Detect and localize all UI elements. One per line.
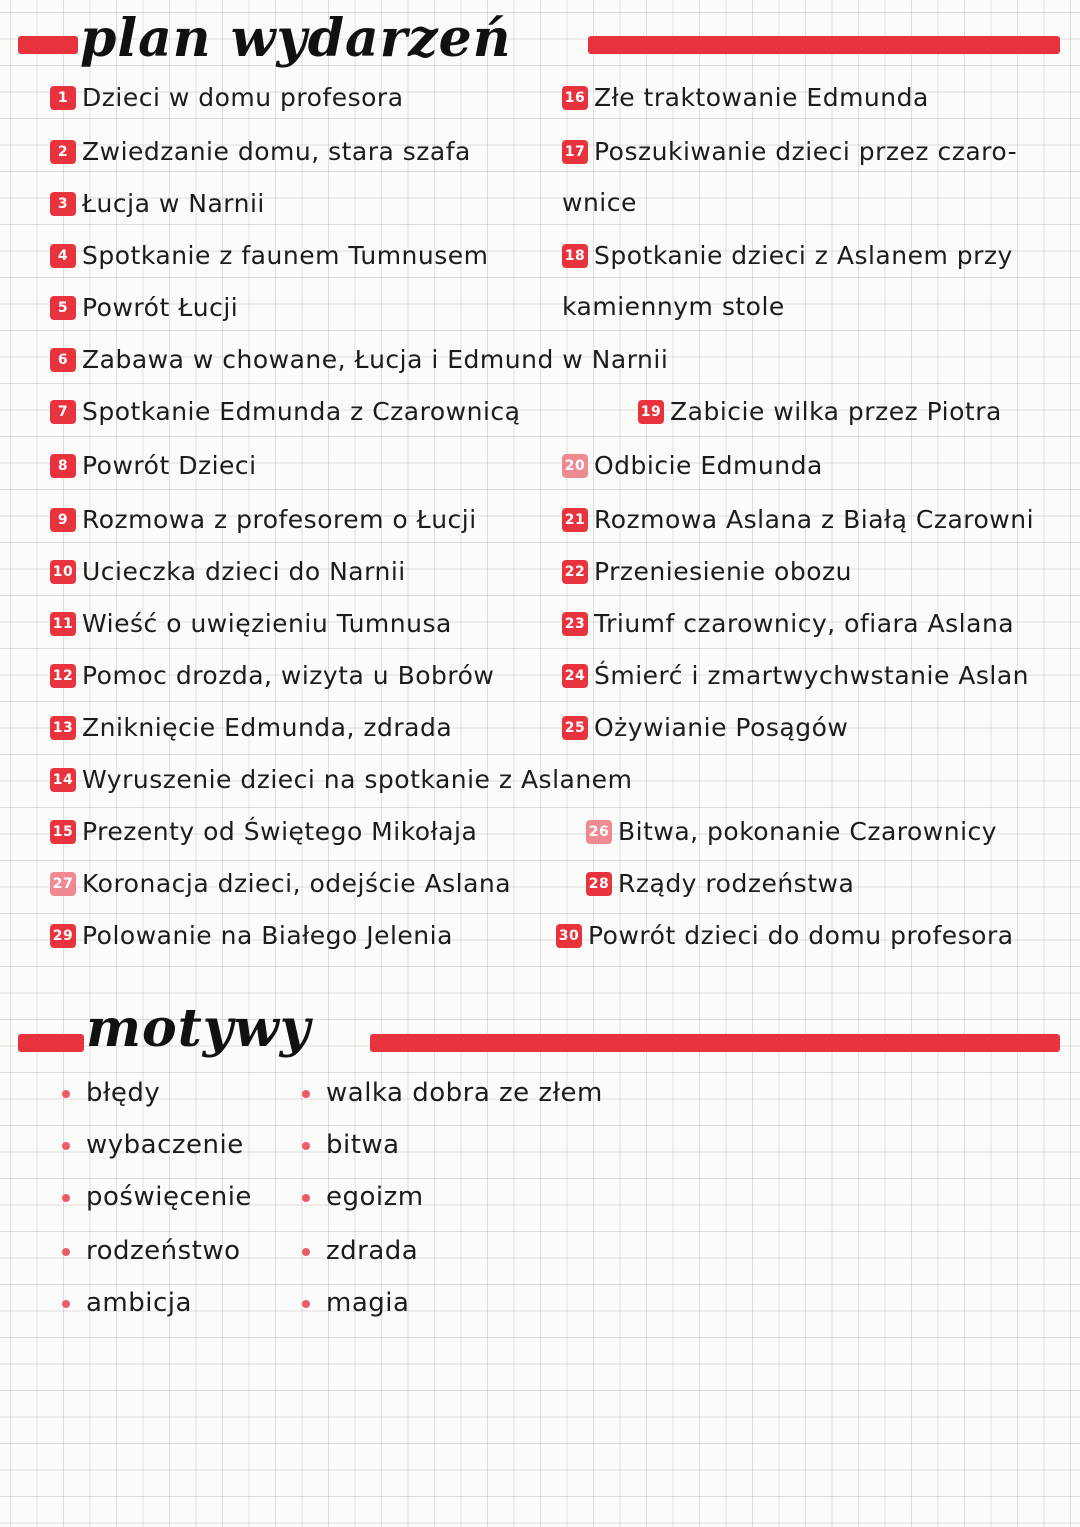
motywy-title: motywy xyxy=(86,998,311,1059)
event-text: Polowanie na Białego Jelenia xyxy=(82,921,453,950)
event-number: 2 xyxy=(50,140,76,164)
bullet-icon xyxy=(302,1142,310,1150)
event-number: 17 xyxy=(562,140,588,164)
event-item xyxy=(562,240,1013,271)
event-item xyxy=(50,816,477,847)
event-text: Odbicie Edmunda xyxy=(594,451,823,480)
event-text: Przeniesienie obozu xyxy=(594,557,852,586)
event-number: 11 xyxy=(50,612,76,636)
event-text: Łucja w Narnii xyxy=(82,189,265,218)
event-number: 23 xyxy=(562,612,588,636)
event-item xyxy=(586,816,997,847)
event-item xyxy=(586,868,854,899)
motif-text: magia xyxy=(326,1288,410,1318)
event-item xyxy=(50,450,257,481)
motywy-underline-left xyxy=(18,1034,84,1052)
event-number: 7 xyxy=(50,400,76,424)
event-number: 16 xyxy=(562,86,588,110)
motif-text: rodzeństwo xyxy=(86,1236,241,1266)
event-number: 9 xyxy=(50,508,76,532)
motif-text: egoizm xyxy=(326,1182,424,1212)
event-text: Śmierć i zmartwychwstanie Aslan xyxy=(594,661,1030,690)
motif-text: zdrada xyxy=(326,1236,419,1266)
event-text-continued: wnice xyxy=(562,188,637,217)
event-item xyxy=(562,660,1029,691)
bullet-icon xyxy=(302,1194,310,1202)
event-text: Zabawa w chowane, Łucja i Edmund w Narnii xyxy=(82,345,669,374)
event-item xyxy=(562,136,1017,167)
event-item xyxy=(50,712,452,743)
motif-item xyxy=(302,1078,603,1108)
motif-text: walka dobra ze złem xyxy=(326,1078,603,1108)
event-item xyxy=(50,556,406,587)
motif-text: wybaczenie xyxy=(86,1130,244,1160)
event-text: Rządy rodzeństwa xyxy=(618,869,855,898)
motif-item xyxy=(302,1130,400,1160)
event-text: Triumf czarownicy, ofiara Aslana xyxy=(594,609,1015,638)
event-item xyxy=(562,556,852,587)
event-item xyxy=(50,920,453,951)
event-number: 28 xyxy=(586,872,612,896)
event-number: 10 xyxy=(50,560,76,584)
event-item xyxy=(50,660,494,691)
event-number: 20 xyxy=(562,454,588,478)
event-number: 18 xyxy=(562,244,588,268)
motif-item xyxy=(62,1130,244,1160)
event-text: Powrót dzieci do domu profesora xyxy=(588,921,1014,950)
event-number: 4 xyxy=(50,244,76,268)
event-number: 22 xyxy=(562,560,588,584)
bullet-icon xyxy=(62,1248,70,1256)
event-item xyxy=(50,240,489,271)
event-number: 15 xyxy=(50,820,76,844)
event-text: Spotkanie z faunem Tumnusem xyxy=(82,241,489,270)
event-number: 13 xyxy=(50,716,76,740)
event-item xyxy=(50,188,265,219)
event-number: 14 xyxy=(50,768,76,792)
event-item xyxy=(556,920,1014,951)
bullet-icon xyxy=(302,1090,310,1098)
event-text-continued: kamiennym stole xyxy=(562,292,785,321)
event-item xyxy=(50,344,668,375)
event-text: Zabicie wilka przez Piotra xyxy=(670,397,1002,426)
event-text: Dzieci w domu profesora xyxy=(82,83,404,112)
event-number: 12 xyxy=(50,664,76,688)
event-text: Prezenty od Świętego Mikołaja xyxy=(82,817,478,846)
event-item xyxy=(562,450,823,481)
event-number: 1 xyxy=(50,86,76,110)
event-text: Koronacja dzieci, odejście Aslana xyxy=(82,869,512,898)
event-item xyxy=(50,868,511,899)
title-underline-right xyxy=(588,36,1060,54)
motif-item xyxy=(302,1236,418,1266)
event-text: Ożywianie Posągów xyxy=(594,713,849,742)
event-item xyxy=(50,608,452,639)
motif-text: ambicja xyxy=(86,1288,192,1318)
event-number: 5 xyxy=(50,296,76,320)
motif-item xyxy=(302,1288,409,1318)
event-item xyxy=(50,504,477,535)
event-number: 27 xyxy=(50,872,76,896)
event-item xyxy=(562,712,848,743)
event-number: 19 xyxy=(638,400,664,424)
event-text: Powrót Łucji xyxy=(82,293,239,322)
event-text: Bitwa, pokonanie Czarownicy xyxy=(618,817,998,846)
event-text: Spotkanie Edmunda z Czarownicą xyxy=(82,397,521,426)
event-item xyxy=(50,396,520,427)
event-number: 8 xyxy=(50,454,76,478)
motif-item xyxy=(62,1182,252,1212)
event-text: Rozmowa z profesorem o Łucji xyxy=(82,505,477,534)
bullet-icon xyxy=(62,1300,70,1308)
event-text: Rozmowa Aslana z Białą Czarowni xyxy=(594,505,1035,534)
event-item xyxy=(50,292,238,323)
event-item xyxy=(562,504,1034,535)
event-number: 29 xyxy=(50,924,76,948)
event-item xyxy=(562,608,1014,639)
bullet-icon xyxy=(302,1248,310,1256)
event-item xyxy=(50,136,471,167)
event-text: Zniknięcie Edmunda, zdrada xyxy=(82,713,453,742)
event-number: 3 xyxy=(50,192,76,216)
event-text: Poszukiwanie dzieci przez czaro- xyxy=(594,137,1018,166)
event-number: 30 xyxy=(556,924,582,948)
event-number: 24 xyxy=(562,664,588,688)
motif-item xyxy=(62,1236,241,1266)
bullet-icon xyxy=(62,1194,70,1202)
event-text: Powrót Dzieci xyxy=(82,451,257,480)
motif-text: bitwa xyxy=(326,1130,400,1160)
event-item xyxy=(50,764,632,795)
event-text: Wieść o uwięzieniu Tumnusa xyxy=(82,609,452,638)
title-underline-left xyxy=(18,36,78,54)
motif-text: błędy xyxy=(86,1078,161,1108)
event-text: Ucieczka dzieci do Narnii xyxy=(82,557,406,586)
motif-text: poświęcenie xyxy=(86,1182,252,1212)
event-item xyxy=(638,396,1002,427)
bullet-icon xyxy=(62,1090,70,1098)
motywy-underline-right xyxy=(370,1034,1060,1052)
motif-item xyxy=(62,1078,160,1108)
event-item xyxy=(562,82,929,113)
event-number: 21 xyxy=(562,508,588,532)
motif-item xyxy=(302,1182,424,1212)
event-text: Pomoc drozda, wizyta u Bobrów xyxy=(82,661,495,690)
bullet-icon xyxy=(302,1300,310,1308)
bullet-icon xyxy=(62,1142,70,1150)
plan-title: plan wydarzeń xyxy=(80,8,512,69)
motif-item xyxy=(62,1288,192,1318)
event-number: 25 xyxy=(562,716,588,740)
event-number: 26 xyxy=(586,820,612,844)
event-number: 6 xyxy=(50,348,76,372)
event-item xyxy=(50,82,404,113)
event-text: Zwiedzanie domu, stara szafa xyxy=(82,137,471,166)
event-text: Złe traktowanie Edmunda xyxy=(594,83,929,112)
event-text: Wyruszenie dzieci na spotkanie z Aslanem xyxy=(82,765,633,794)
event-text: Spotkanie dzieci z Aslanem przy xyxy=(594,241,1013,270)
